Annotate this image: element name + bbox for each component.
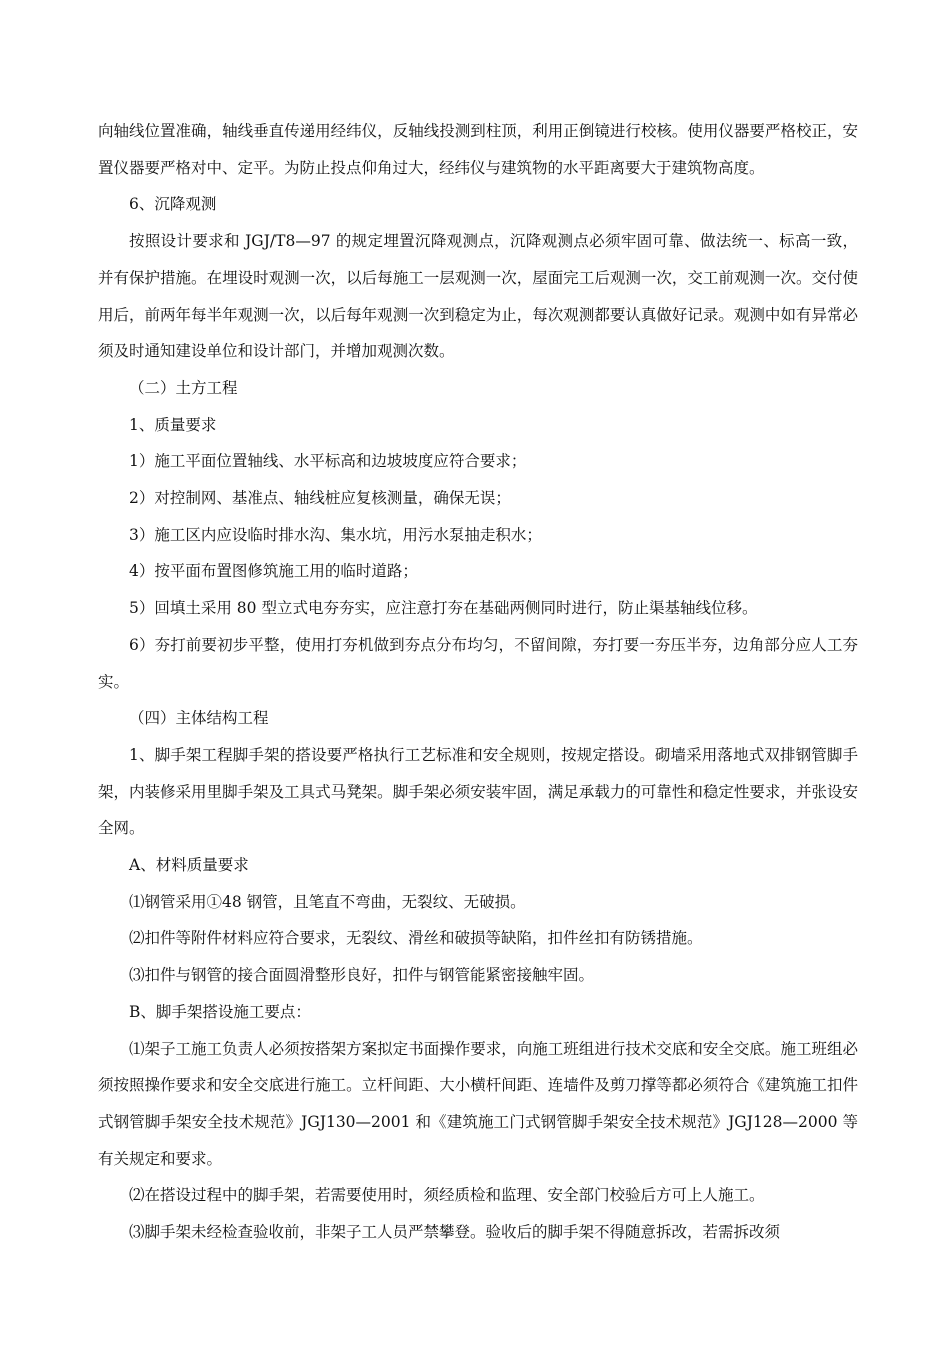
- heading-material-quality: A、材料质量要求: [129, 856, 249, 875]
- heading-quality-requirements: 1、质量要求: [129, 415, 217, 434]
- list-item-1: 1）施工平面位置轴线、水平标高和边坡坡度应符合要求；: [129, 452, 527, 471]
- paragraph-scaffolding: 1、脚手架工程脚手架的搭设要严格执行工艺标准和安全规则，按规定搭设。砌墙采用落地式双排钢管脚手架，内装修采用里脚手架及工具式马凳架。脚手架必须安装牢固，满足承载力的可靠性和稳定性要求，并张设安全网。: [98, 745, 858, 838]
- list-item-6: 6）夯打前要初步平整，使用打夯机做到夯点分布均匀，不留间隙，夯打要一夯压半夯，边角部分应人工夯实。: [98, 635, 858, 691]
- heading-earthwork: （二）土方工程: [129, 378, 238, 397]
- heading-scaffold-erection: B、脚手架搭设施工要点：: [129, 1002, 311, 1021]
- list-item-5: 5）回填土采用 80 型立式电夯夯实，应注意打夯在基础两侧同时进行，防止渠基轴线位移。: [129, 599, 758, 618]
- document-body: [98, 113, 858, 1251]
- erection-item-2: ⑵在搭设过程中的脚手架，若需要使用时，须经质检和监理、安全部门校验后方可上人施工。: [129, 1186, 765, 1205]
- list-item-3: 3）施工区内应设临时排水沟、集水坑，用污水泵抽走积水；: [129, 525, 542, 544]
- material-item-3: ⑶扣件与钢管的接合面圆滑整形良好，扣件与钢管能紧密接触牢固。: [129, 966, 595, 985]
- erection-item-1: ⑴架子工施工负责人必须按搭架方案拟定书面操作要求，向施工班组进行技术交底和安全交底。施工班组必须按照操作要求和安全交底进行施工。立杆间距、大小横杆间距、连墙件及剪刀撑等都必须符合《建筑施工扣件式钢管脚手架安全技术规范》JGJ130—2001 和《建筑施工门式钢管脚手架安全技术规范》JGJ128—2000 等有关规定和要求。: [98, 1039, 858, 1168]
- list-item-2: 2）对控制网、基准点、轴线桩应复核测量，确保无误；: [129, 489, 511, 508]
- paragraph-axis-transfer: 向轴线位置准确，轴线垂直传递用经纬仪，反轴线投测到柱顶，利用正倒镜进行校核。使用仪器要严格校正，安置仪器要严格对中、定平。为防止投点仰角过大，经纬仪与建筑物的水平距离要大于建筑物高度。: [98, 122, 858, 177]
- heading-settlement-observation: 6、沉降观测: [129, 195, 217, 214]
- paragraph-settlement-points: 按照设计要求和 JGJ/T8—97 的规定埋置沉降观测点，沉降观测点必须牢固可靠、做法统一、标高一致，并有保护措施。在埋设时观测一次，以后每施工一层观测一次，屋面完工后观测一次，交工前观测一次。交付使用后，前两年每半年观测一次，以后每年观测一次到稳定为止，每次观测都要认真做好记录。观测中如有异常必须及时通知建设单位和设计部门，并增加观测次数。: [98, 232, 858, 361]
- heading-main-structure: （四）主体结构工程: [129, 709, 269, 728]
- material-item-2: ⑵扣件等附件材料应符合要求，无裂纹、滑丝和破损等缺陷，扣件丝扣有防锈措施。: [129, 929, 703, 948]
- erection-item-3: ⑶脚手架未经检查验收前，非架子工人员严禁攀登。验收后的脚手架不得随意拆改，若需拆改须: [129, 1223, 781, 1242]
- material-item-1: ⑴钢管采用①48 钢管，且笔直不弯曲，无裂纹、无破损。: [129, 892, 526, 911]
- list-item-4: 4）按平面布置图修筑施工用的临时道路；: [129, 562, 418, 581]
